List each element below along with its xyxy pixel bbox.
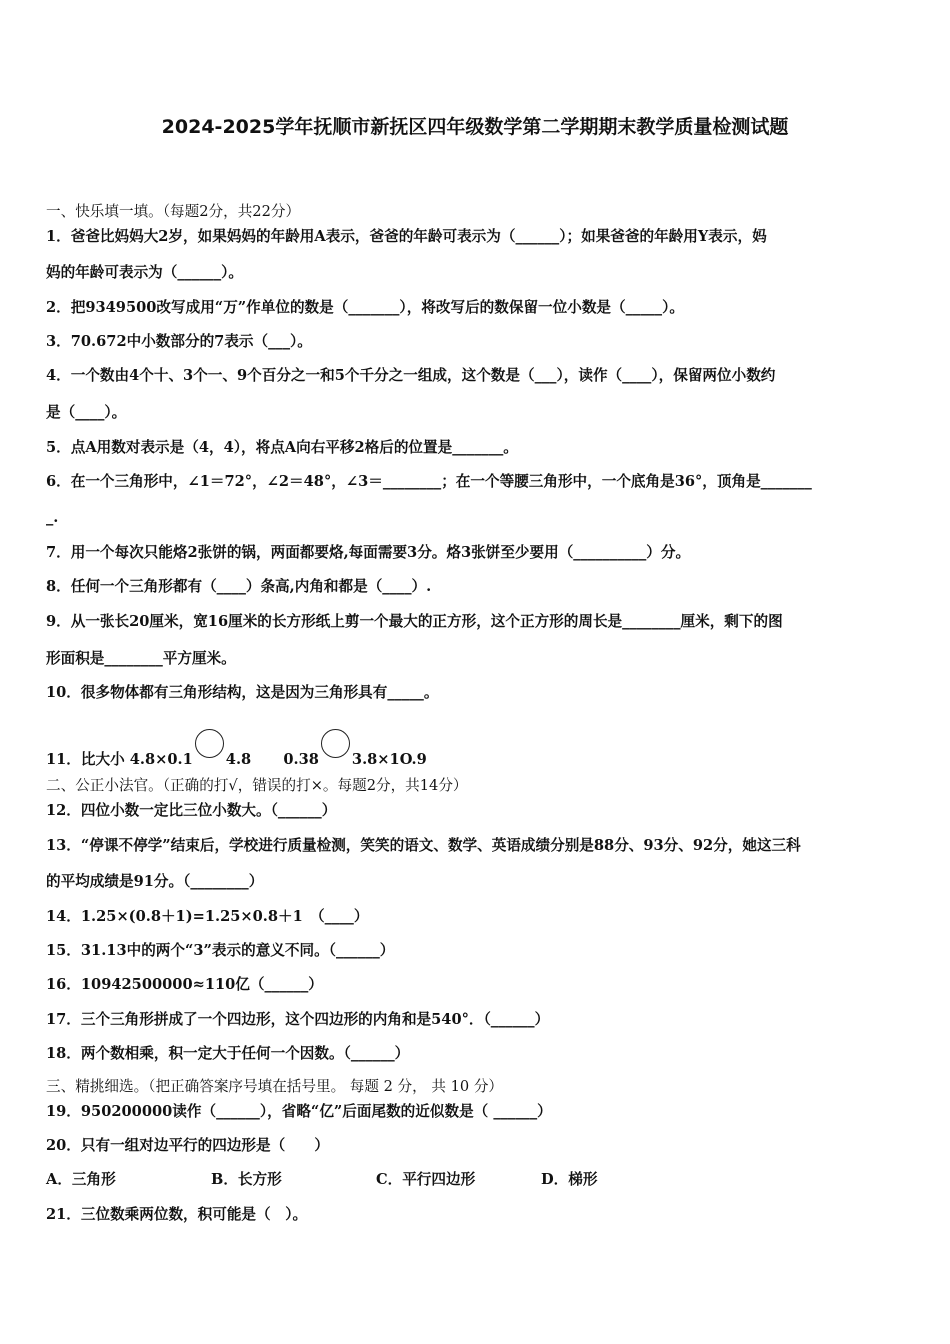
question-16: 16．10942500000≈110亿（______） [46, 976, 323, 993]
option-a[interactable]: A．三角形 [46, 1171, 116, 1188]
expression-d: 3.8×1O.9 [351, 751, 427, 768]
question-20: 20．只有一组对边平行的四边形是（ ） [46, 1137, 329, 1154]
option-d[interactable]: D．梯形 [541, 1171, 598, 1188]
question-9-line2: 形面积是________平方厘米。 [46, 650, 236, 667]
question-2: 2．把9349500改写成用“万”作单位的数是（_______），将改写后的数保留一位小数是（_____）。 [46, 299, 684, 316]
question-1-line2: 妈的年龄可表示为（______）。 [46, 264, 244, 281]
compare-circle-icon[interactable] [195, 729, 224, 758]
question-8: 8．任何一个三角形都有（____）条高,内角和都是（____）. [46, 578, 432, 595]
section3-header: 三、精挑细选。（把正确答案序号填在括号里。 每题 2 分， 共 10 分） [46, 1078, 504, 1095]
question-10: 10．很多物体都有三角形结构，这是因为三角形具有_____。 [46, 684, 439, 701]
question-15: 15．31.13中的两个“3”表示的意义不同。（______） [46, 942, 395, 959]
question-9-line1: 9．从一张长20厘米，宽16厘米的长方形纸上剪一个最大的正方形，这个正方形的周长是________厘米，剩下的图 [46, 613, 783, 630]
question-11 [46, 729, 427, 770]
question-20-options [46, 1170, 597, 1190]
question-5: 5．点A用数对表示是（4，4），将点A向右平移2格后的位置是_______。 [46, 439, 518, 456]
question-4-line2: 是（____）。 [46, 404, 127, 421]
question-6-line2: _. [46, 509, 59, 526]
question-3: 3．70.672中小数部分的7表示（___）。 [46, 333, 312, 350]
question-13-line1: 13．“停课不停学”结束后，学校进行质量检测，笑笑的语文、数学、英语成绩分别是88分、93分、92分，她这三科 [46, 837, 801, 854]
section2-header: 二、公正小法官。（正确的打√，错误的打×。每题2分，共14分） [46, 777, 468, 794]
question-12: 12．四位小数一定比三位小数大。（______） [46, 802, 337, 819]
question-18: 18．两个数相乘，积一定大于任何一个因数。（______） [46, 1045, 410, 1062]
question-11-label: 11．比大小 [46, 751, 125, 768]
section1-header: 一、快乐填一填。（每题2分，共22分） [46, 203, 301, 220]
question-1-line1: 1．爸爸比妈妈大2岁，如果妈妈的年龄用A表示，爸爸的年龄可表示为（______）；如果爸爸的年龄用Y表示，妈 [46, 228, 767, 245]
question-13-line2: 的平均成绩是91分。（________） [46, 873, 264, 890]
question-6-line1: 6．在一个三角形中，∠1＝72°，∠2＝48°，∠3＝________；在一个等腰三角形中，一个底角是36°，顶角是_______ [46, 473, 812, 490]
compare-circle-icon[interactable] [321, 729, 350, 758]
option-c[interactable]: C．平行四边形 [376, 1171, 476, 1188]
question-19: 19．950200000读作（______），省略“亿”后面尾数的近似数是（ ______） [46, 1103, 552, 1120]
expression-a: 4.8×0.1 [129, 751, 193, 768]
question-7: 7．用一个每次只能烙2张饼的锅，两面都要烙,每面需要3分。烙3张饼至少要用（__________）分。 [46, 544, 691, 561]
expression-c: 0.38 [283, 751, 319, 768]
question-14: 14．1.25×(0.8＋1)=1.25×0.8＋1 （____） [46, 908, 369, 925]
question-21: 21．三位数乘两位数，积可能是（ ）。 [46, 1206, 308, 1223]
page-title: 2024-2025学年抚顺市新抚区四年级数学第二学期期末教学质量检测试题 [161, 116, 789, 138]
expression-b: 4.8 [225, 751, 252, 768]
option-b[interactable]: B．长方形 [211, 1171, 282, 1188]
question-17: 17．三个三角形拼成了一个四边形，这个四边形的内角和是540°．（______） [46, 1011, 550, 1028]
question-4-line1: 4．一个数由4个十、3个一、9个百分之一和5个千分之一组成，这个数是（___），读作（____），保留两位小数约 [46, 367, 776, 384]
